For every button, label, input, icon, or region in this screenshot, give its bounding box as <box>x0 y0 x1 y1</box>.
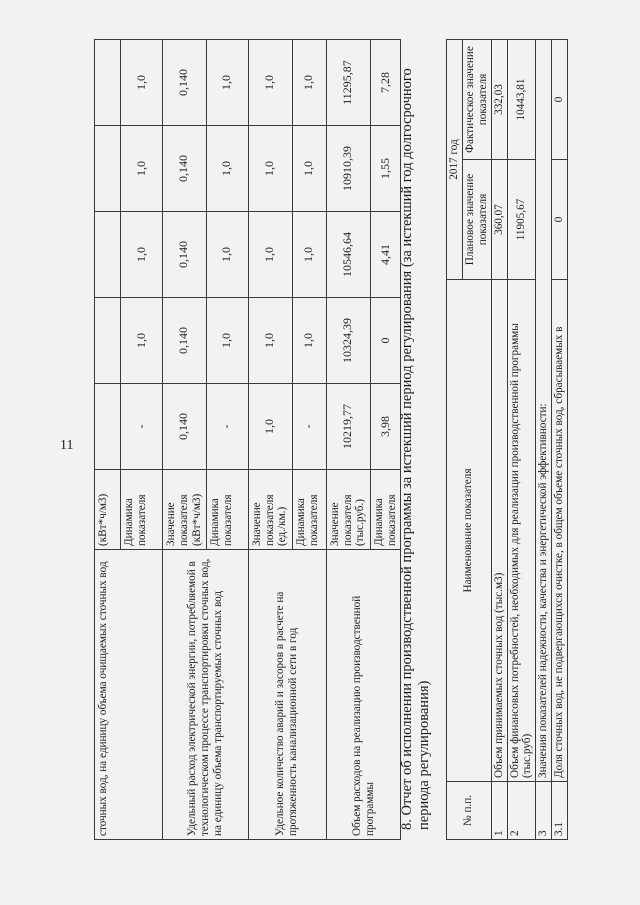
rotated-page-content <box>94 40 634 840</box>
value-cell: 1,0 <box>292 40 326 126</box>
value-cell <box>95 212 121 298</box>
indicator-name: Удельный расход электрической энергии, потребляемой в технологическом процессе транспортировки сточных вод, на единицу объема транспортируемых сточных вод <box>163 550 249 840</box>
value-cell: 11295,87 <box>326 40 370 126</box>
value-cell: - <box>206 384 248 470</box>
header-year: 2017 год <box>447 39 463 279</box>
unit-label: (кВт*ч/м3) <box>95 470 121 550</box>
indicator-name: Объем расходов на реализацию производственной программы <box>326 550 401 840</box>
value-cell: 1,0 <box>292 298 326 384</box>
row-plan: 11905,67 <box>507 160 536 280</box>
row-num: 2 <box>507 782 536 840</box>
value-cell: 1,0 <box>121 298 163 384</box>
section-heading: 8. Отчет об исполнении производственной программы за истекший период регулирования (за истекший год долгосрочного периода регулирования) <box>399 68 433 830</box>
value-cell: 0 <box>370 298 401 384</box>
value-cell: 3,98 <box>370 384 401 470</box>
value-cell: 1,0 <box>121 40 163 126</box>
row-num: 3.1 <box>552 782 568 840</box>
unit-label: Значение показателя (ед./км.) <box>248 470 292 550</box>
table-row <box>248 40 292 840</box>
row-plan: 360,07 <box>491 160 507 280</box>
value-cell: 1,0 <box>206 126 248 212</box>
value-cell: 1,0 <box>206 298 248 384</box>
value-cell: 10910,39 <box>326 126 370 212</box>
indicator-name: сточных вод, на единицу объема очищаемых сточных вод <box>95 550 163 840</box>
value-cell: 1,0 <box>248 384 292 470</box>
indicators-table <box>94 39 401 840</box>
value-cell: 1,0 <box>248 298 292 384</box>
table-row <box>491 39 507 839</box>
value-cell: 0,140 <box>163 126 207 212</box>
value-cell <box>95 298 121 384</box>
unit-label: Динамика показателя <box>370 470 401 550</box>
value-cell: 1,0 <box>292 212 326 298</box>
header-name: Наименование показателя <box>447 280 492 782</box>
value-cell: 1,0 <box>121 212 163 298</box>
row-name: Объем принимаемых сточных вод (тыс.м3) <box>491 280 507 782</box>
table-row <box>536 39 552 839</box>
row-name: Доля сточных вод, не подвергающихся очистке, в общем объеме сточных вод, сбрасываемых в <box>552 280 568 782</box>
table-row <box>163 40 207 840</box>
value-cell: 10324,39 <box>326 298 370 384</box>
page-number: 11 <box>60 438 74 453</box>
value-cell: 7,28 <box>370 40 401 126</box>
unit-label: Динамика показателя <box>292 470 326 550</box>
value-cell <box>95 40 121 126</box>
row-fact: 10443,81 <box>507 39 536 159</box>
unit-label: Значение показателя (тыс.руб.) <box>326 470 370 550</box>
value-cell: 1,0 <box>248 40 292 126</box>
row-fact: 0 <box>552 39 568 159</box>
table-header-row <box>447 39 463 839</box>
value-cell: 10546,64 <box>326 212 370 298</box>
unit-label: Динамика показателя <box>206 470 248 550</box>
table-row <box>95 40 121 840</box>
table-row <box>552 39 568 839</box>
value-cell <box>95 126 121 212</box>
value-cell: 1,0 <box>248 126 292 212</box>
unit-label: Динамика показателя <box>121 470 163 550</box>
row-num: 1 <box>491 782 507 840</box>
value-cell: 1,0 <box>206 212 248 298</box>
header-fact: Фактическое значение показателя <box>462 39 491 159</box>
value-cell: 1,0 <box>292 126 326 212</box>
row-fact: 332,03 <box>491 39 507 159</box>
value-cell: 1,55 <box>370 126 401 212</box>
program-report-table <box>446 39 568 840</box>
value-cell <box>95 384 121 470</box>
header-plan: Плановое значение показателя <box>462 160 491 280</box>
value-cell: - <box>292 384 326 470</box>
value-cell: 10219,77 <box>326 384 370 470</box>
value-cell: 4,41 <box>370 212 401 298</box>
indicator-name: Удельное количество аварий и засоров в расчете на протяженность канализационной сети в год <box>248 550 326 840</box>
value-cell: 0,140 <box>163 40 207 126</box>
header-num: № п.п. <box>447 782 492 840</box>
value-cell: 0,140 <box>163 298 207 384</box>
value-cell: 0,140 <box>163 212 207 298</box>
row-name: Объем финансовых потребностей, необходимых для реализации производственной программы (тыс.руб) <box>507 280 536 782</box>
row-plan: 0 <box>552 160 568 280</box>
value-cell: 0,140 <box>163 384 207 470</box>
table-row <box>326 40 370 840</box>
table-row <box>507 39 536 839</box>
value-cell: - <box>121 384 163 470</box>
value-cell: 1,0 <box>248 212 292 298</box>
unit-label: Значение показателя (кВт*ч/м3) <box>163 470 207 550</box>
value-cell: 1,0 <box>206 40 248 126</box>
row-num: 3 <box>536 782 552 840</box>
value-cell: 1,0 <box>121 126 163 212</box>
row-name: Значения показателей надежности, качества и энергетической эффективности: <box>536 39 552 781</box>
